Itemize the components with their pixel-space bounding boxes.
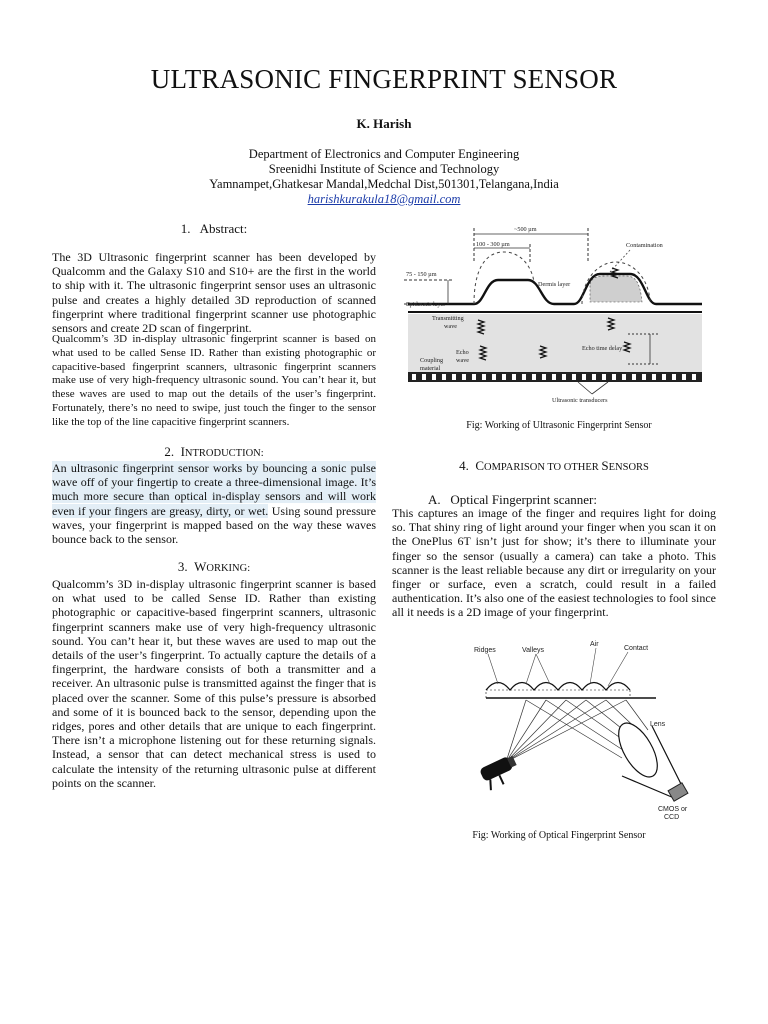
- optical-subheading-label: A.: [428, 492, 441, 507]
- label-epidermis: Epidermis layer: [406, 301, 446, 308]
- comparison-title-mid: OMPARISON TO OTHER: [484, 462, 602, 473]
- affiliation-department: Department of Electronics and Computer Engineering: [248, 147, 520, 161]
- label-lens: Lens: [650, 721, 666, 728]
- label-valleys: Valleys: [522, 647, 545, 654]
- optical-subheading-title: Optical Fingerprint scanner:: [450, 492, 597, 507]
- optical-sensor-diagram: [466, 640, 706, 822]
- ultrasonic-sensor-diagram: [402, 222, 712, 412]
- working-heading: [52, 559, 376, 575]
- label-echo-time: Echo time delay: [582, 345, 623, 352]
- abstract-text-a: The 3D Ultrasonic fingerprint scanner has been developed by Qualcomm and the Galaxy S10 and S10+ are the first in the world to ship with it. The ultrasonic fingerprint sensor uses an ultrasonic pulse and creates a highly detailed 3D reproduction of scanned fingerprint where traditional fingerprint scanner use photographic sensors and create 2D scan of fingerprint.: [52, 250, 376, 336]
- introduction-title-rest: NTRODUCTION:: [184, 448, 264, 459]
- introduction-text: [52, 461, 376, 546]
- affiliation-block: [0, 147, 768, 207]
- label-contact: Contact: [624, 645, 649, 652]
- author-name: K. Harish: [356, 116, 412, 131]
- working-number: 3.: [177, 559, 188, 574]
- label-transducers: Ultrasonic transducers: [552, 397, 608, 404]
- label-wave: wave: [444, 323, 458, 330]
- figure1-caption: Fig: Working of Ultrasonic Fingerprint Sensor: [466, 420, 652, 431]
- figure2-caption: Fig: Working of Optical Fingerprint Sensor: [472, 830, 646, 841]
- label-dermis: Dermis layer: [538, 281, 571, 288]
- label-transmitting: Transmitting: [432, 315, 464, 322]
- working-title-rest: ORKING:: [206, 563, 251, 574]
- introduction-number: 2.: [164, 444, 175, 459]
- working-text: Qualcomm’s 3D in-display ultrasonic fingerprint scanner is based on what used to be called Sense ID. Rather than existing photographic or capacitive-based fingerprint scanners, ultrasonic fingerprint scanners make use of very high-frequency ultrasonic sound. You can’t hear it, but these waves are used to map out the details of the user’s fingerprint. To actually capture the details of a fingerprint, the hardware consists of both a transmitter and a receiver. An ultrasonic pulse is transmitted against the finger that is placed over the scanner. Some of this pulse’s pressure is absorbed and some of it is bounced back to the sensor, depending upon the ridges, pores and other details that are unique to each fingerprint. There isn’t a microphone listening out for these returning signals. Instead, a sensor that can detect mechanical stress is used to calculate the intensity of the returning ultrasonic pulse at different points on the scanner.: [52, 577, 376, 790]
- label-material: material: [420, 365, 441, 372]
- label-ccd: CCD: [664, 814, 680, 821]
- label-cmos: CMOS or: [658, 806, 688, 813]
- label-echo-wave: wave: [456, 357, 470, 364]
- introduction-heading: [52, 444, 376, 460]
- comparison-title-s: S: [601, 458, 609, 473]
- working-title-initial: W: [194, 559, 207, 574]
- abstract-heading: [52, 221, 376, 237]
- label-depth: 75 - 150 µm: [406, 271, 437, 278]
- introduction-highlighted-text: An ultrasonic fingerprint sensor works by bouncing a sonic pulse wave off of your fingertip to create a three-dimensional image. It’s much more secure than optical in-display sensors and will work even if your fingers are greasy, dirty, or wet.: [52, 461, 376, 518]
- introduction-title-initial: I: [180, 444, 185, 459]
- abstract-text-b: Qualcomm’s 3D in-display ultrasonic fingerprint scanner is based on what used to be called Sense ID. Rather than existing photographic or capacitive-based fingerprint scanners, ultrasonic fingerprint scanners make use of very high-frequency ultrasonic sound. You can’t hear it, but these waves are used to map out the details of the user’s fingerprint. Fortunately, there’s no need to swipe, just touch the finger to the sensor like the top of the line capacitive fingerprint scanners.: [52, 333, 376, 428]
- comparison-number: 4.: [459, 458, 469, 473]
- comparison-heading: [392, 458, 716, 474]
- label-width-100-300: 100 - 300 µm: [476, 241, 510, 248]
- label-air: Air: [590, 641, 599, 648]
- affiliation-institute: Sreenidhi Institute of Science and Technology: [268, 162, 500, 176]
- label-coupling: Coupling: [420, 357, 444, 364]
- paper-title: ULTRASONIC FINGERPRINT SENSOR: [150, 64, 618, 94]
- label-echo: Echo: [456, 349, 469, 356]
- abstract-title: Abstract:: [199, 221, 248, 236]
- affiliation-address: Yamnampet,Ghatkesar Mandal,Medchal Dist,501301,Telangana,India: [209, 177, 559, 191]
- author-email-link[interactable]: harishkurakula18@gmail.com: [307, 192, 461, 206]
- comparison-title-end: ENSORS: [608, 462, 649, 473]
- label-ridges: Ridges: [474, 647, 496, 654]
- optical-text: This captures an image of the finger and requires light for doing so. That shiny ring of light around your finger when you scan it on the OnePlus 6T isn’t just for show; it’s there to illuminate your finger so the sensor (usually a camera) can take a photo. This scanner is the least reliable because any dirt or irregularity on your finger or surface, even a scratch, could result in a failed authentication. It’s also one of the easiest technologies to fool since all it needs is a 2D image of your fingerprint.: [392, 506, 716, 620]
- abstract-number: 1.: [180, 221, 191, 236]
- introduction-rest-text: Using sound pressure waves, your fingerprint is mapped based on the way these waves bounce back to the sensor.: [52, 503, 376, 547]
- label-width-500: ~500 µm: [514, 226, 537, 233]
- comparison-title-c: C: [475, 458, 485, 473]
- label-contamination: Contamination: [626, 242, 663, 249]
